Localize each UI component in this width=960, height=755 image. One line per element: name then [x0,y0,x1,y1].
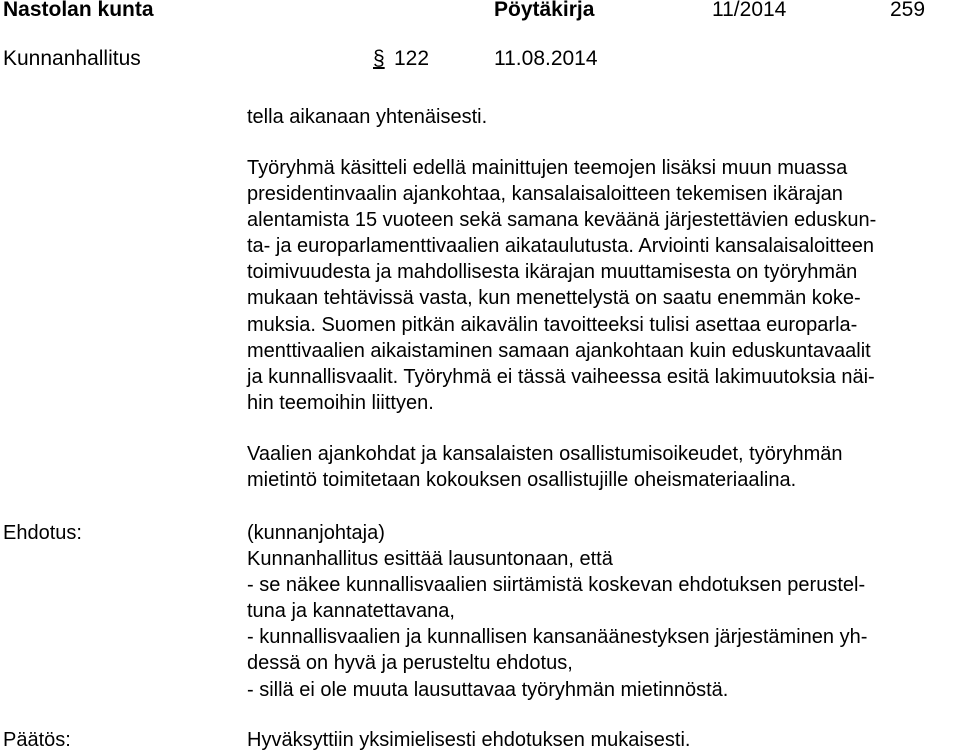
paragraph-working-group [247,155,957,416]
text-line: Kunnanhallitus esittää lausuntonaan, että [247,548,613,571]
text-line: alentamista 15 vuoteen sekä samana keväänä järjestettävien eduskun- [247,209,877,232]
governing-body: Kunnanhallitus [3,47,141,70]
text-line: Hyväksyttiin yksimielisesti ehdotuksen mukaisesti. [247,729,691,751]
text-line: Vaalien ajankohdat ja kansalaisten osallistumisoikeudet, työryhmän [247,443,843,465]
text-line: menttivaalien aikaistaminen samaan ajankohtaan kuin eduskuntavaalit [247,339,871,362]
text-line: mukaan tehtävissä vasta, kun menettelystä on saatu enemmän koke- [247,287,861,310]
text-line: dessä on hyvä ja perusteltu ehdotus, [247,652,573,675]
text-line: (kunnanjohtaja) [247,522,385,544]
proposal-text [247,520,957,703]
text-line: hin teemoihin liittyen. [247,391,434,414]
proposal-label: Ehdotus: [3,522,82,544]
text-line: ta- ja europarlamenttivaalien aikataulutusta. Arviointi kansalaisaloitteen [247,235,875,258]
text-line: presidentinvaalin ajankohtaa, kansalaisaloitteen tekemisen ikärajan [247,183,843,206]
issue-number: 11/2014 [712,0,787,21]
text-line: - kunnallisvaalien ja kunnallisen kansanäänestyksen järjestäminen yh- [247,626,868,649]
text-line: ja kunnallisvaalit. Työryhmä ei tässä vaiheessa esitä lakimuutoksia näi- [247,365,875,388]
text-line: tuna ja kannatettavana, [247,600,455,623]
municipality-name: Nastolan kunta [3,0,154,21]
text-line: toimivuudesta ja mahdollisesta ikärajan muuttamisesta on työryhmän [247,261,858,284]
text-line: tella aikanaan yhtenäisesti. [247,106,488,128]
continuation-text [247,104,957,130]
paragraph-materials [247,441,957,493]
text-line: muksia. Suomen pitkän aikavälin tavoitteeksi tulisi asettaa europarla- [247,313,858,336]
section-symbol: § [373,47,385,70]
text-line: Työryhmä käsitteli edellä mainittujen teemojen lisäksi muun muassa [247,157,848,179]
decision-label: Päätös: [3,729,71,751]
section-number: 122 [394,47,430,70]
page-number: 259 [890,0,926,21]
text-line: - sillä ei ole muuta lausuttavaa työryhmän mietinnöstä. [247,678,729,701]
text-line: - se näkee kunnallisvaalien siirtämistä koskevan ehdotuksen perustel- [247,574,866,597]
meeting-date: 11.08.2014 [494,47,598,70]
text-line: mietintö toimitetaan kokouksen osallistujille oheismateriaalina. [247,469,797,492]
document-type: Pöytäkirja [494,0,595,21]
decision-text [247,727,957,753]
